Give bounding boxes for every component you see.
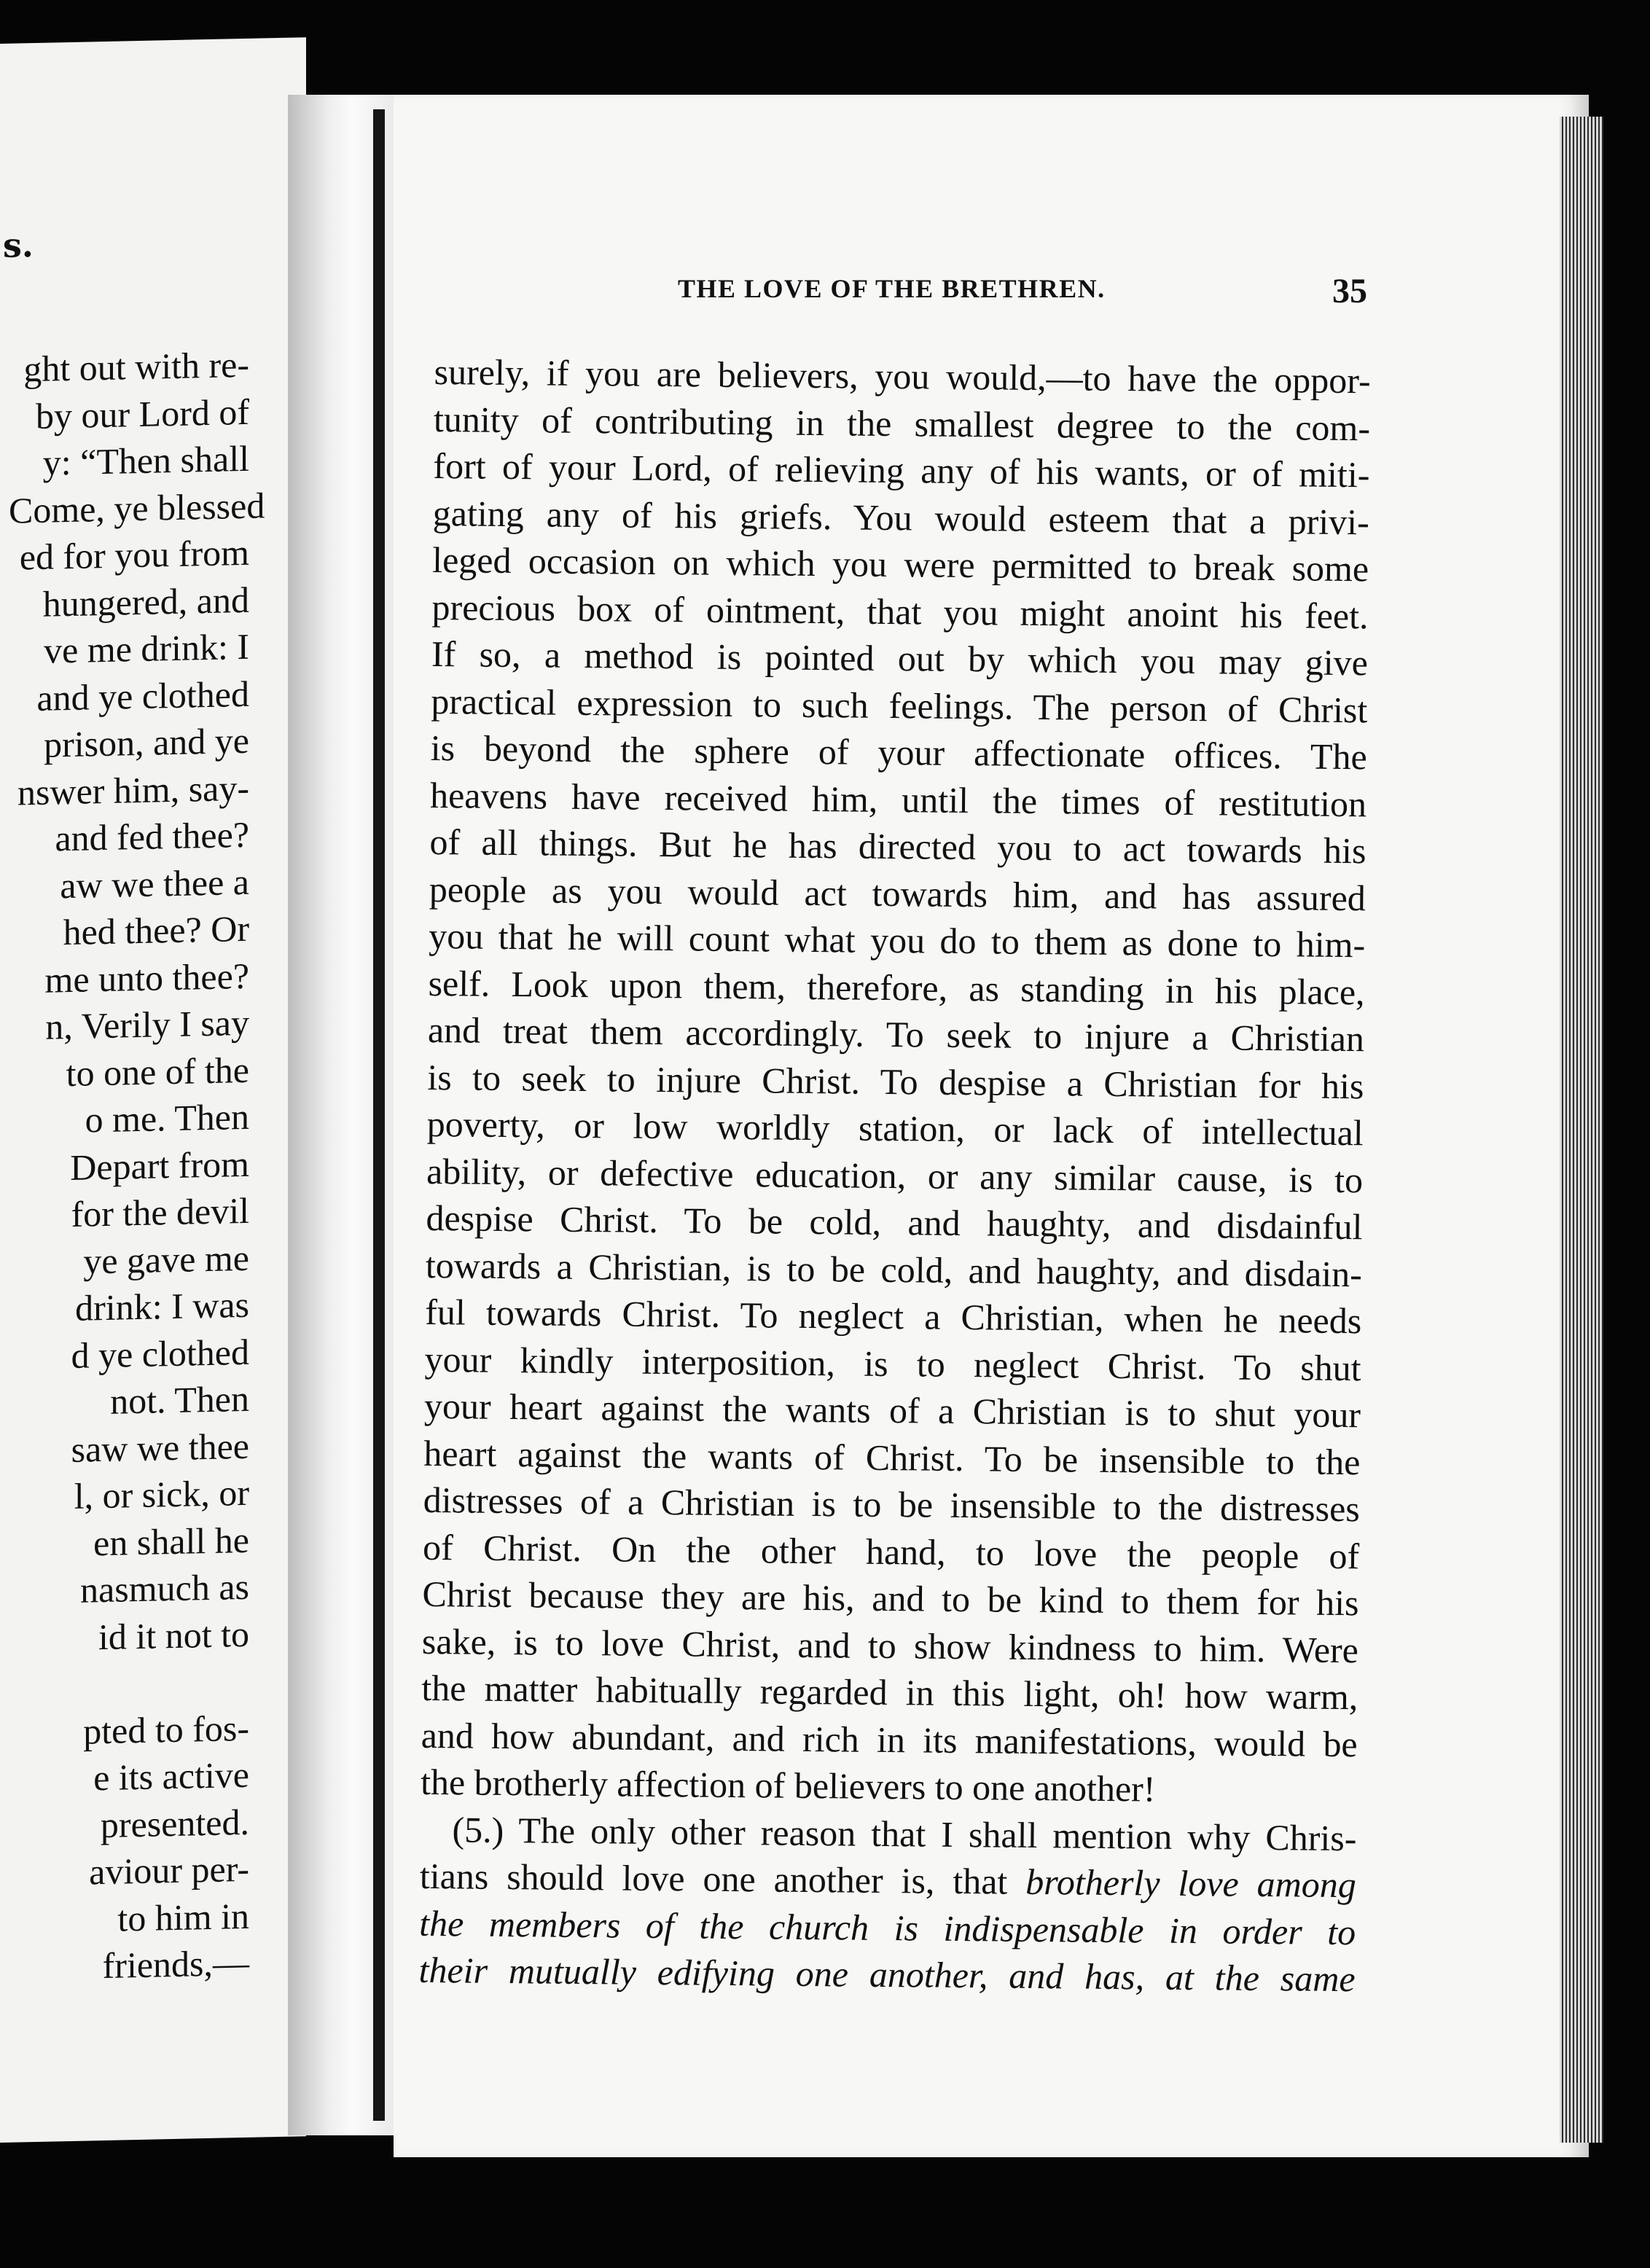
- book-spine: [373, 109, 385, 2121]
- page-body-text: [418, 348, 1371, 2003]
- text-line: heavens have received him, until the times of restitution: [429, 774, 1367, 824]
- text-line: poverty, or low worldly station, or lack of intellectual: [426, 1103, 1364, 1154]
- left-text-line: Depart from: [70, 1143, 249, 1188]
- text-line: towards a Christian, is to be cold, and haughty, and disdain-: [425, 1244, 1363, 1294]
- text-line: of Christ. On the other hand, to love the people of: [422, 1526, 1360, 1576]
- page-edges: [1560, 117, 1603, 2143]
- text-line: you that he will count what you do to them as done to him-: [428, 915, 1366, 966]
- left-text-line: o me. Then: [85, 1095, 249, 1141]
- text-line: is beyond the sphere of your affectionate offices. The: [430, 727, 1367, 778]
- text-line: Christ because they are his, and to be kind to them for his: [422, 1573, 1359, 1624]
- text-line: self. Look upon them, therefore, as standing in his place,: [428, 962, 1365, 1012]
- text-line: [420, 1853, 1357, 1909]
- left-text-line: me unto thee?: [44, 955, 249, 1001]
- text-line: is to seek to injure Christ. To despise a Christian for his: [427, 1056, 1364, 1106]
- emphasis-segment: brotherly love among: [1025, 1861, 1357, 1906]
- left-text-line: nasmuch as: [80, 1565, 249, 1611]
- left-text-line: [9, 1657, 249, 1709]
- left-text-line: en shall he: [93, 1519, 249, 1563]
- text-line: the brotherly affection of believers to one another!: [420, 1761, 1156, 1810]
- text-line: precious box of ointment, that you might anoint his feet.: [431, 586, 1369, 636]
- left-text-line: ed for you from: [19, 531, 249, 578]
- text-line: ability, or defective education, or any similar cause, is to: [426, 1150, 1364, 1200]
- text-line: leged occasion on which you were permitted to break some: [431, 539, 1369, 590]
- left-text-line: prison, and ye: [44, 719, 249, 765]
- text-line: your kindly interposition, is to neglect Christ. To shut: [424, 1338, 1361, 1388]
- left-text-line: aw we thee a: [60, 861, 249, 906]
- left-text-line: and ye clothed: [36, 673, 249, 719]
- left-text-line: by our Lord of: [36, 391, 249, 437]
- running-title: THE LOVE OF THE BRETHREN.: [678, 274, 1106, 303]
- left-running-head-fragment: s.: [3, 225, 34, 265]
- left-text-line: ye gave me: [83, 1237, 249, 1282]
- left-text-line: n, Verily I say: [45, 1001, 249, 1047]
- text-line: gating any of his griefs. You would esteem that a privi-: [432, 492, 1370, 542]
- left-text-line: for the devil: [71, 1189, 249, 1235]
- text-line: your heart against the wants of a Christian is to shut your: [423, 1385, 1361, 1436]
- text-line: (5.) The only other reason that I shall mention why Chris-: [452, 1808, 1357, 1858]
- left-text-line: saw we thee: [71, 1425, 249, 1470]
- text-line: and how abundant, and rich in its manifestations, would be: [421, 1714, 1358, 1764]
- text-line: the matter habitually regarded in this light, oh! how warm,: [421, 1667, 1358, 1718]
- text-line: sake, is to love Christ, and to show kindness to him. Were: [421, 1620, 1359, 1670]
- left-text-line: l, or sick, or: [74, 1471, 249, 1517]
- left-text-line: and fed thee?: [55, 813, 249, 859]
- text-line: practical expression to such feelings. The person of Christ: [431, 680, 1368, 730]
- left-page-text: [9, 341, 265, 1991]
- left-text-line: presented.: [100, 1801, 249, 1845]
- left-text-line: ght out with re-: [23, 343, 249, 390]
- text-line: distresses of a Christian is to be insensible to the distresses: [423, 1479, 1361, 1530]
- text-line: If so, a method is pointed out by which you may give: [431, 633, 1369, 684]
- left-text-line: hed thee? Or: [63, 907, 249, 953]
- left-text-line: hungered, and: [42, 579, 249, 625]
- text-line: of all things. But he has directed you to act towards his: [429, 821, 1366, 872]
- text-segment: tians should love one another is, that: [419, 1855, 1008, 1902]
- text-line: fort of your Lord, of relieving any of his wants, or of miti-: [433, 445, 1370, 496]
- left-text-line: aviour per-: [89, 1847, 249, 1893]
- left-text-line: y: “Then shall: [42, 437, 249, 483]
- left-text-line: e its active: [93, 1753, 249, 1799]
- text-line: despise Christ. To be cold, and haughty, and disdainful: [426, 1197, 1363, 1248]
- left-text-line: id it not to: [98, 1613, 249, 1657]
- text-line: and treat them accordingly. To seek to injure a Christian: [427, 1009, 1365, 1060]
- text-line: tunity of contributing in the smallest degree to the com-: [433, 398, 1371, 448]
- text-line: heart against the wants of Christ. To be insensible to the: [423, 1432, 1361, 1482]
- left-text-line: to one of the: [66, 1049, 249, 1094]
- left-text-line: nswer him, say-: [17, 767, 249, 813]
- page-number: 35: [1332, 272, 1367, 310]
- left-text-line: drink: I was: [75, 1283, 249, 1329]
- left-text-line: d ye clothed: [71, 1331, 249, 1376]
- text-line: surely, if you are believers, you would,—to have the oppor-: [434, 351, 1371, 402]
- text-line: their mutually edifying one another, and has, at the same: [418, 1949, 1356, 2000]
- left-text-line: pted to fos-: [83, 1707, 249, 1752]
- left-text-line: friends,—: [102, 1942, 249, 1987]
- left-text-line: ve me drink: I: [44, 625, 249, 671]
- text-line: people as you would act towards him, and has assured: [429, 868, 1366, 918]
- book-gutter: [288, 95, 404, 2135]
- left-text-line: to him in: [117, 1895, 249, 1939]
- left-page: [0, 37, 306, 2143]
- left-text-line: Come, ye blessed: [9, 484, 265, 531]
- left-text-line: not. Then: [110, 1377, 249, 1422]
- text-line: ful towards Christ. To neglect a Christian, when he needs: [425, 1291, 1362, 1342]
- text-line: the members of the church is indispensable in order to: [418, 1902, 1356, 1952]
